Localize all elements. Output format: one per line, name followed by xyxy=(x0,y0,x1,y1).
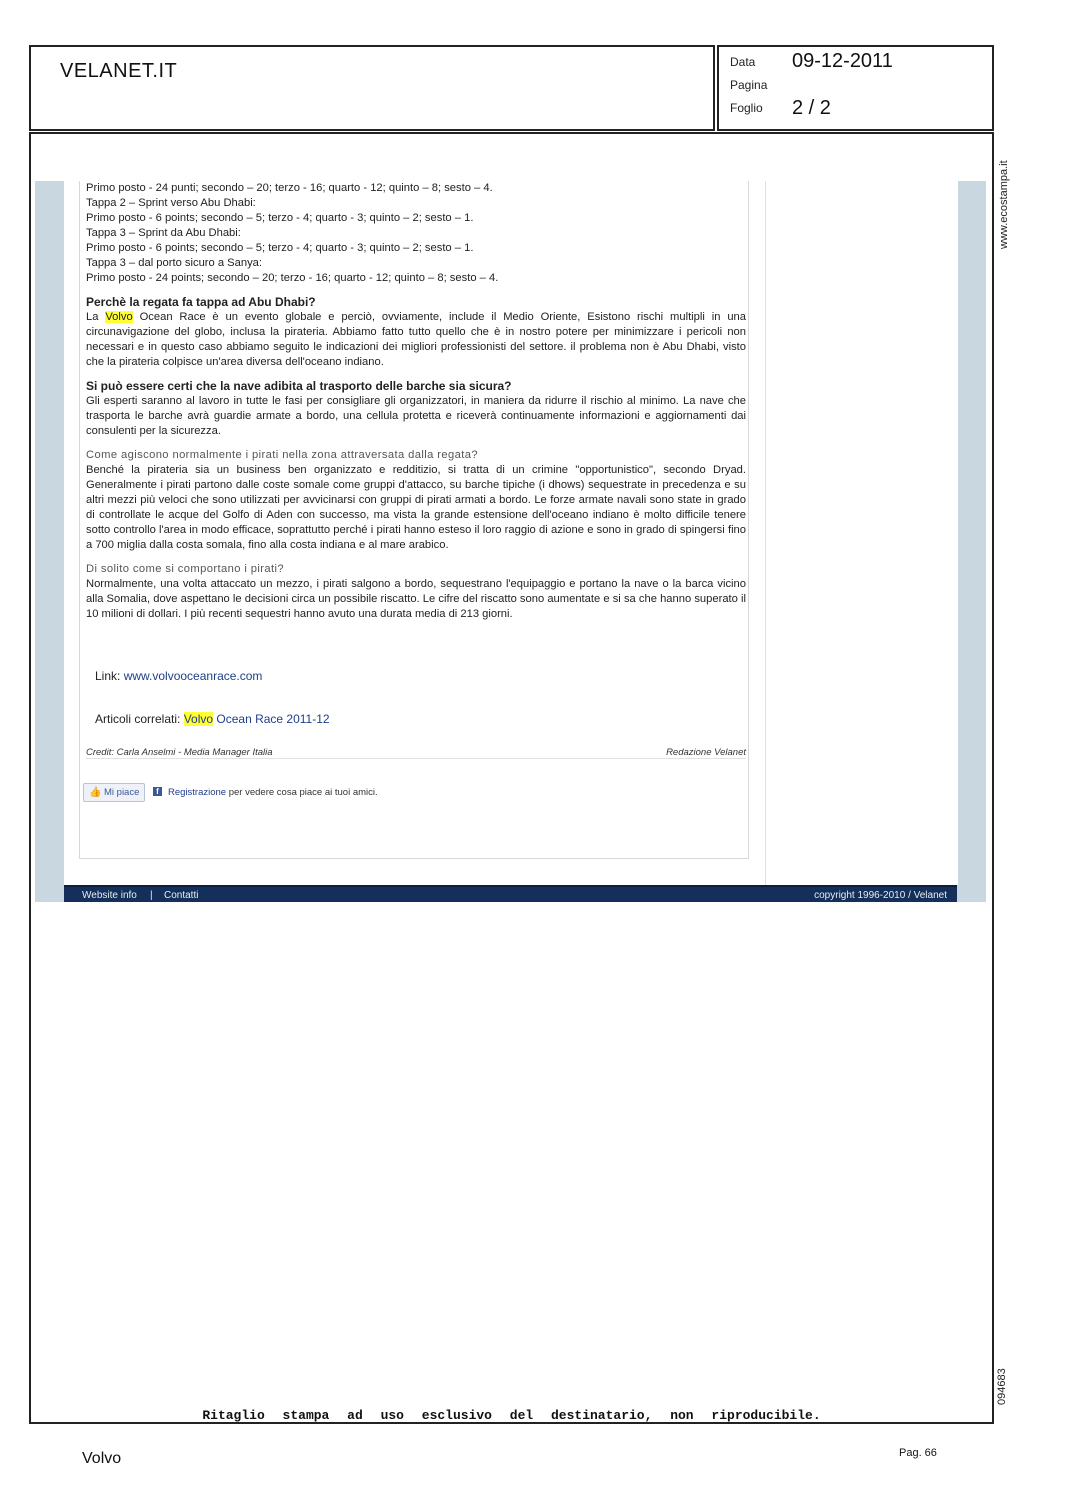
link-label: Link: xyxy=(95,669,124,683)
answer-paragraph: Gli esperti saranno al lavoro in tutte le fasi per consigliare gli organizzatori, in maniera da ridurre il rischio al minimo. La nave che trasporta le barche avrà guardie armate a bordo, una cellula protetta e riceverà continuamente informazioni e aggiornamenti dai consulenti per la sicurezza. xyxy=(86,395,746,437)
points-line: Primo posto - 24 points; secondo – 20; terzo - 16; quarto - 12; quinto – 8; sesto – 4. xyxy=(86,272,499,284)
related-line xyxy=(95,712,330,726)
question-heading: Come agiscono normalmente i pirati nella zona attraversata dalla regata? xyxy=(86,449,478,461)
answer-paragraph: Benché la pirateria sia un business ben organizzato e redditizio, si tratta di un crimine "opportunistico", secondo Dryad. Generalmente i pirati partono dalle coste somale come gruppi d'attacco, su barche tipiche (i dhows) sequestrate in precedenza e su altri mezzi più veloci che sono utilizzati per avvicinarsi con gruppi di pirati armati a bordo. Le forze armate navali sono state in grado di controllate le acque del Golfo di Aden con successo, ma vista la grande estensione dell'oceano indiano è molto difficile tenere sotto controllo l'area in modo efficace, soprattutto perché i pirati hanno esteso il loro raggio di azione e sono in grado di spingersi fino a 700 miglia dalla costa somala, fino alla costa indiana e al mare arabico. xyxy=(86,464,746,551)
question-heading: Si può essere certi che la nave adibita al trasporto delle barche sia sicura? xyxy=(86,379,512,393)
keyword-label: Volvo xyxy=(82,1450,122,1467)
page-label: Pagina xyxy=(730,78,768,92)
footer-separator: | xyxy=(150,890,153,901)
race-link[interactable]: www.volvooceanrace.com xyxy=(123,669,263,683)
clip-code: 094683 xyxy=(996,1368,1008,1405)
sheet-value: 2 / 2 xyxy=(792,97,831,119)
publication-name: VELANET.IT xyxy=(60,60,178,82)
facebook-register-line xyxy=(168,787,378,798)
points-line: Tappa 3 – Sprint da Abu Dhabi: xyxy=(86,227,241,239)
related-link-keyword[interactable]: Volvo xyxy=(183,712,214,726)
credit-line xyxy=(86,747,746,758)
facebook-icon: f xyxy=(153,787,162,796)
answer-paragraph xyxy=(86,310,746,370)
points-line: Primo posto - 6 points; secondo – 5; terzo - 4; quarto - 3; quinto – 2; sesto – 1. xyxy=(86,242,474,254)
register-link[interactable]: Registrazione xyxy=(168,787,227,798)
sheet-label: Foglio xyxy=(730,101,763,115)
website-info-link[interactable]: Website info xyxy=(82,890,137,901)
divider xyxy=(86,758,746,759)
date-label: Data xyxy=(730,55,756,69)
site-footer-bar xyxy=(64,885,957,902)
answer-text: Ocean Race è un evento globale e perciò, ovviamente, include il Medio Oriente, Esistono rischi multipli in una circunavigazione del globo, inclusa la pirateria. Abbiamo fatto tutto quello che è in nostro potere per minimizzare i pericoli non necessari e in questo caso abbiamo seguito le indicazioni dei migliori professionisti del settore. il problema non è Abu Dhabi, visto che la pirateria colpisce un'area diversa dell'oceano indiano. xyxy=(86,311,746,368)
reproduction-notice: Ritaglio stampa ad uso esclusivo del destinatario, non riproducibile. xyxy=(202,1408,821,1423)
article-body xyxy=(86,181,746,622)
points-line: Tappa 2 – Sprint verso Abu Dhabi: xyxy=(86,197,256,209)
points-line: Primo posto - 6 points; secondo – 5; terzo - 4; quarto - 3; quinto – 2; sesto – 1. xyxy=(86,212,474,224)
points-line: Primo posto - 24 punti; secondo – 20; terzo - 16; quarto - 12; quinto – 8; sesto – 4. xyxy=(86,182,493,194)
contacts-link[interactable]: Contatti xyxy=(164,890,199,901)
answer-text: La xyxy=(86,311,106,323)
answer-paragraph: Normalmente, una volta attaccato un mezzo, i pirati salgono a bordo, sequestrano l'equipaggio e portano la nave o la barca vicino alla Somalia, dove aspettano le decisioni circa un possibile riscatto. Le cifre del riscatto sono aumentate e si sa che hanno superato il 10 milioni di dollari. I più recenti sequestri hanno avuto una durata media di 213 giorni. xyxy=(86,578,746,620)
copyright-text: copyright 1996-2010 / Velanet xyxy=(814,890,947,901)
related-link[interactable]: Ocean Race 2011-12 xyxy=(213,712,330,726)
date-value: 09-12-2011 xyxy=(792,50,893,72)
source-url: www.ecostampa.it xyxy=(998,160,1010,249)
web-sidebar xyxy=(765,181,958,885)
credit-author: Credit: Carla Anselmi - Media Manager Italia xyxy=(86,747,273,758)
highlight-keyword: Volvo xyxy=(105,311,133,323)
like-button[interactable] xyxy=(83,783,145,802)
question-heading: Perchè la regata fa tappa ad Abu Dhabi? xyxy=(86,295,316,309)
thumbs-up-icon: 👍 xyxy=(89,787,102,798)
header-title-box xyxy=(29,45,715,131)
like-label: Mi piace xyxy=(104,787,140,798)
page-number: Pag. 66 xyxy=(899,1447,937,1459)
points-line: Tappa 3 – dal porto sicuro a Sanya: xyxy=(86,257,263,269)
related-label: Articoli correlati: xyxy=(95,712,184,726)
credit-editorial: Redazione Velanet xyxy=(666,747,746,758)
link-line xyxy=(95,669,262,683)
question-heading: Di solito come si comportano i pirati? xyxy=(86,563,285,575)
register-text: per vedere cosa piace ai tuoi amici. xyxy=(226,787,378,798)
